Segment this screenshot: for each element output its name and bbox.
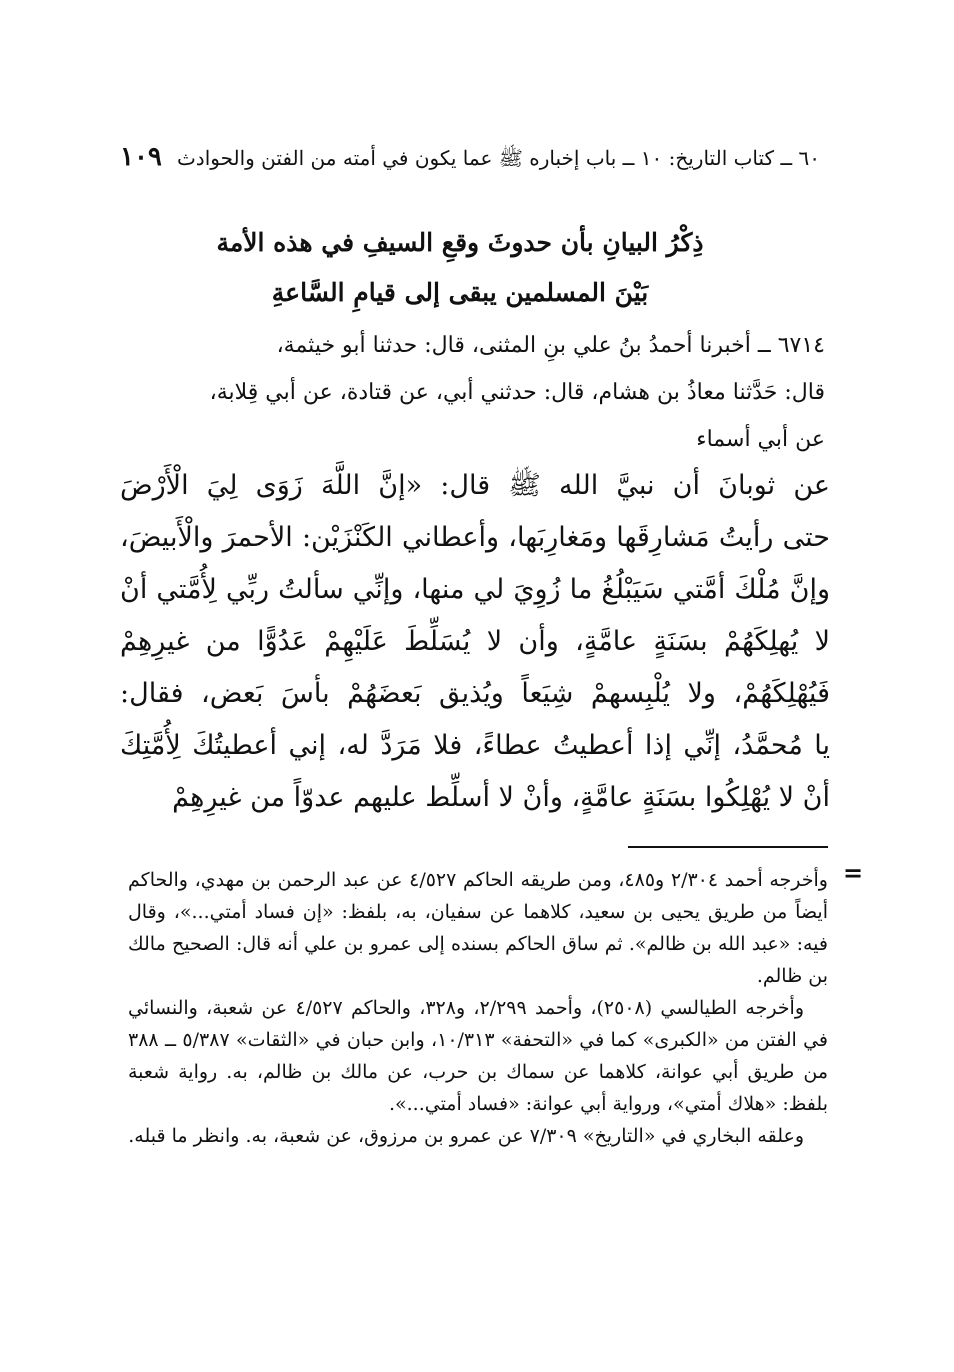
footnote-paragraph-1: وأخرجه أحمد ٢/٣٠٤ و٤٨٥، ومن طريقه الحاكم ٤/٥٢٧ عن عبد الرحمن بن مهدي، والحاكم أيضاً من طريق يحيى بن سعيد، كلاهما عن سفيان، به، بلفظ: «إن فساد أمتي...»، وقال فيه: «عبد الله بن ظالم». ثم ساق الحاكم بسنده إلى عمرو بن علي أنه قال: الصحيح مالك بن ظالم. [128, 869, 828, 987]
footnote-separator [628, 846, 828, 848]
matn-line-4: لا يُهلِكَهُمْ بسَنَةٍ عامَّةٍ، وأن لا يُسَلِّطَ عَلَيْهِمْ عَدُوًّا من غيرِهِمْ [120, 626, 830, 657]
matn-line-6: يا مُحمَّدُ، إنِّي إذا أعطيتُ عطاءً، فلا مَرَدَّ له، إني أعطيتُكَ لِأُمَّتِكَ [120, 730, 830, 761]
matn-line-7: أنْ لا يُهْلِكُوا بسَنَةٍ عامَّةٍ، وأنْ لا أسلِّط عليهم عدوّاً من غيرِهِمْ [172, 782, 830, 813]
matn-line-2: حتى رأيتُ مَشارِقَها ومَغارِبَها، وأعطاني الكَنْزَيْن: الأحمرَ والْأَبيضَ، [120, 522, 830, 553]
chapter-heading [180, 218, 740, 318]
matn-line-5: فَيُهْلِكَهُمْ، ولا يُلْبِسهمْ شِيَعاً ويُذيق بَعضَهُمْ بأسَ بَعض، فقال: [120, 678, 830, 709]
page-header [120, 140, 820, 180]
isnad-chain [120, 322, 825, 463]
matn-line-3: وإنَّ مُلْكَ أمَّتي سَيَبْلُغُ ما زُوِيَ لي منها، وإنِّي سألتُ ربِّي لِأُمَّتي أنْ [120, 574, 830, 605]
hadith-text [120, 460, 830, 824]
heading-line-2: بَيْنَ المسلمين يبقى إلى قيامِ السَّاعةِ [271, 278, 649, 307]
isnad-line-3: عن أبي أسماء [696, 427, 825, 452]
isnad-line-2: قال: حَدَّثنا معاذُ بن هشام، قال: حدثني أبي، عن قتادة، عن أبي قِلابة، [209, 380, 825, 405]
footnote-paragraph-2: وأخرجه الطيالسي (٢٥٠٨)، وأحمد ٢/٢٩٩، و٣٢٨، والحاكم ٤/٥٢٧ عن شعبة، والنسائي في الفتن من «الكبرى» كما في «التحفة» ١٠/٣١٣، وابن حبان في «الثقات» ٥/٣٨٧ ــ ٣٨٨ من طريق أبي عوانة، كلاهما عن سماك بن حرب، عن مالك بن ظالم، به. رواية شعبة بلفظ: «هلاك أمتي»، ورواية أبي عوانة: «فساد أمتي...». [128, 997, 829, 1115]
continuation-marker: = [843, 858, 864, 887]
footnotes [128, 864, 828, 1152]
matn-line-1: عن ثوبانَ أن نبيَّ الله ﷺ قال: «إنَّ اللَّهَ زَوَى لِيَ الْأَرْضَ [120, 470, 830, 501]
footnote-paragraph-3: وعلقه البخاري في «التاريخ» ٧/٣٠٩ عن عمرو بن مرزوق، عن شعبة، به. وانظر ما قبله. [128, 1125, 804, 1147]
isnad-line-1: ٦٧١٤ ــ أخبرنا أحمدُ بنُ علي بنِ المثنى، قال: حدثنا أبو خيثمة، [276, 333, 825, 358]
running-title: ٦٠ ــ كتاب التاريخ: ١٠ ــ باب إخباره ﷺ عما يكون في أمته من الفتن والحوادث [176, 146, 820, 170]
heading-line-1: ذِكْرُ البيانِ بأن حدوثَ وقعِ السيفِ في هذه الأمة [216, 228, 704, 257]
page-number: ١٠٩ [120, 142, 162, 172]
